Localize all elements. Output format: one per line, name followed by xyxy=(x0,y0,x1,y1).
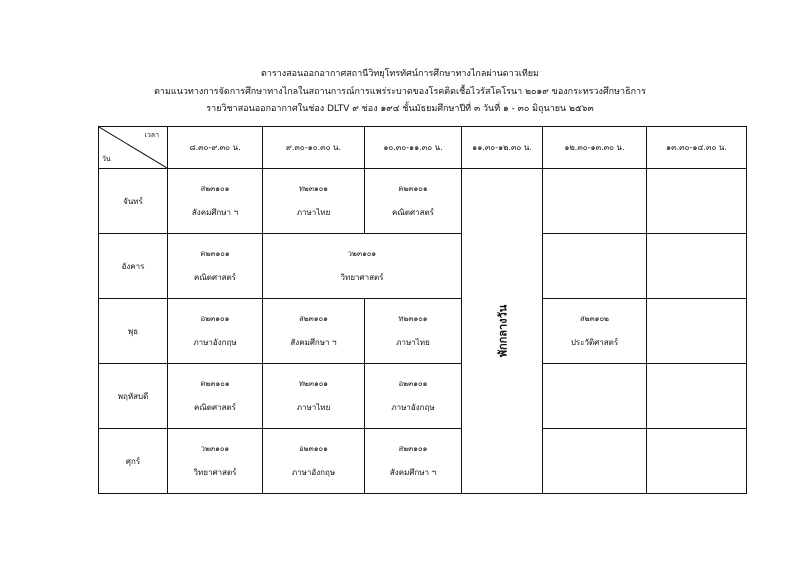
subject-name: ภาษาไทย xyxy=(296,208,331,217)
subject-name: ภาษาอังกฤษ xyxy=(193,338,237,347)
subject-code: ส๒๓๑๐๒ xyxy=(580,314,609,323)
subject-name: ภาษาไทย xyxy=(296,403,331,412)
subject-name: ภาษาอังกฤษ xyxy=(291,468,336,477)
time-header: ๑๑.๓๐-๑๒.๓๐ น. xyxy=(462,127,543,169)
subject-cell xyxy=(365,299,462,364)
subject-code: ส๒๓๑๐๑ xyxy=(200,184,230,193)
subject-code: ค๒๓๑๐๑ xyxy=(200,379,230,388)
subject-code: ค๒๓๑๐๑ xyxy=(200,249,230,258)
subject-cell xyxy=(263,169,365,234)
empty-cell xyxy=(647,429,747,494)
lunch-break-cell xyxy=(462,169,543,494)
table-row xyxy=(99,299,747,364)
subject-code: ส๒๓๑๐๑ xyxy=(299,314,328,323)
title-line-2: ตามแนวทางการจัดการศึกษาทางไกลในสถานการณ์การแพร่ระบาดของโรคติดเชื้อไวรัสโคโรนา ๒๐๑๙ ของกระทรวงศึกษาธิการ xyxy=(154,87,646,97)
header-row xyxy=(99,127,747,169)
subject-cell xyxy=(168,429,263,494)
subject-code: ว๒๓๑๐๑ xyxy=(200,444,230,453)
subject-name: ภาษาไทย xyxy=(396,338,430,347)
subject-cell xyxy=(365,169,462,234)
subject-code: อ๒๓๑๐๑ xyxy=(398,379,428,388)
table-row xyxy=(99,364,747,429)
subject-name: คณิตศาสตร์ xyxy=(194,273,236,282)
subject-cell xyxy=(168,169,263,234)
empty-cell xyxy=(543,169,647,234)
subject-cell xyxy=(543,299,647,364)
subject-name: คณิตศาสตร์ xyxy=(194,403,236,412)
day-name: พุธ xyxy=(99,299,168,364)
empty-cell xyxy=(647,364,747,429)
time-label: เวลา xyxy=(144,131,159,139)
subject-name: สังคมศึกษา ฯ xyxy=(290,338,337,347)
subject-code: ท๒๓๑๐๑ xyxy=(298,379,329,388)
subject-name: คณิตศาสตร์ xyxy=(392,208,434,217)
empty-cell xyxy=(647,169,747,234)
corner-cell xyxy=(99,127,168,169)
subject-code: ท๒๓๑๐๑ xyxy=(398,314,428,323)
time-header: ๑๐.๓๐-๑๑.๓๐ น. xyxy=(365,127,462,169)
subject-cell xyxy=(365,364,462,429)
time-header: ๑๓.๓๐-๑๔.๓๐ น. xyxy=(647,127,747,169)
day-label: วัน xyxy=(102,155,111,163)
subject-code: ส๒๓๑๐๑ xyxy=(398,444,428,453)
table-row xyxy=(99,169,747,234)
subject-cell xyxy=(365,429,462,494)
subject-cell xyxy=(168,364,263,429)
subject-code: ค๒๓๑๐๑ xyxy=(398,184,428,193)
subject-cell xyxy=(168,234,263,299)
subject-code: อ๒๓๑๐๑ xyxy=(200,314,230,323)
subject-cell xyxy=(263,364,365,429)
empty-cell xyxy=(543,234,647,299)
subject-name: สังคมศึกษา ฯ xyxy=(389,468,437,477)
day-name: อังคาร xyxy=(99,234,168,299)
table-row xyxy=(99,429,747,494)
day-name: พฤหัสบดี xyxy=(99,364,168,429)
subject-code: ท๒๓๑๐๑ xyxy=(298,184,329,193)
day-name: ศุกร์ xyxy=(99,429,168,494)
day-name: จันทร์ xyxy=(99,169,168,234)
empty-cell xyxy=(647,299,747,364)
subject-name: วิทยาศาสตร์ xyxy=(193,468,237,477)
empty-cell xyxy=(543,429,647,494)
empty-cell xyxy=(647,234,747,299)
title-line-1: ตารางสอนออกอากาศสถานีวิทยุโทรทัศน์การศึกษาทางไกลผ่านดาวเทียม xyxy=(261,69,539,79)
subject-cell xyxy=(263,299,365,364)
table-row xyxy=(99,234,747,299)
time-header: ๙.๓๐-๑๐.๓๐ น. xyxy=(263,127,365,169)
subject-cell xyxy=(168,299,263,364)
schedule-table xyxy=(98,126,747,494)
time-header: ๘.๓๐-๙.๓๐ น. xyxy=(168,127,263,169)
subject-cell-merged xyxy=(263,234,462,299)
subject-code: อ๒๓๑๐๑ xyxy=(299,444,328,453)
subject-name: ภาษาอังกฤษ xyxy=(391,403,435,412)
empty-cell xyxy=(543,364,647,429)
title-line-3: รายวิชาสอนออกอากาศในช่อง DLTV ๙ ช่อง ๑๙๔ ชั้นมัธยมศึกษาปีที่ ๓ วันที่ ๑ - ๓๐ มิถุนายน ๒๕๖๓ xyxy=(206,104,594,114)
subject-name: ประวัติศาสตร์ xyxy=(570,338,619,347)
subject-code: ว๒๓๑๐๑ xyxy=(347,249,377,258)
subject-name: สังคมศึกษา ฯ xyxy=(191,208,239,217)
time-header: ๑๒.๓๐-๑๓.๓๐ น. xyxy=(543,127,647,169)
subject-name: วิทยาศาสตร์ xyxy=(340,273,384,282)
lunch-break-label: พักกลางวัน xyxy=(496,304,509,358)
subject-cell xyxy=(263,429,365,494)
